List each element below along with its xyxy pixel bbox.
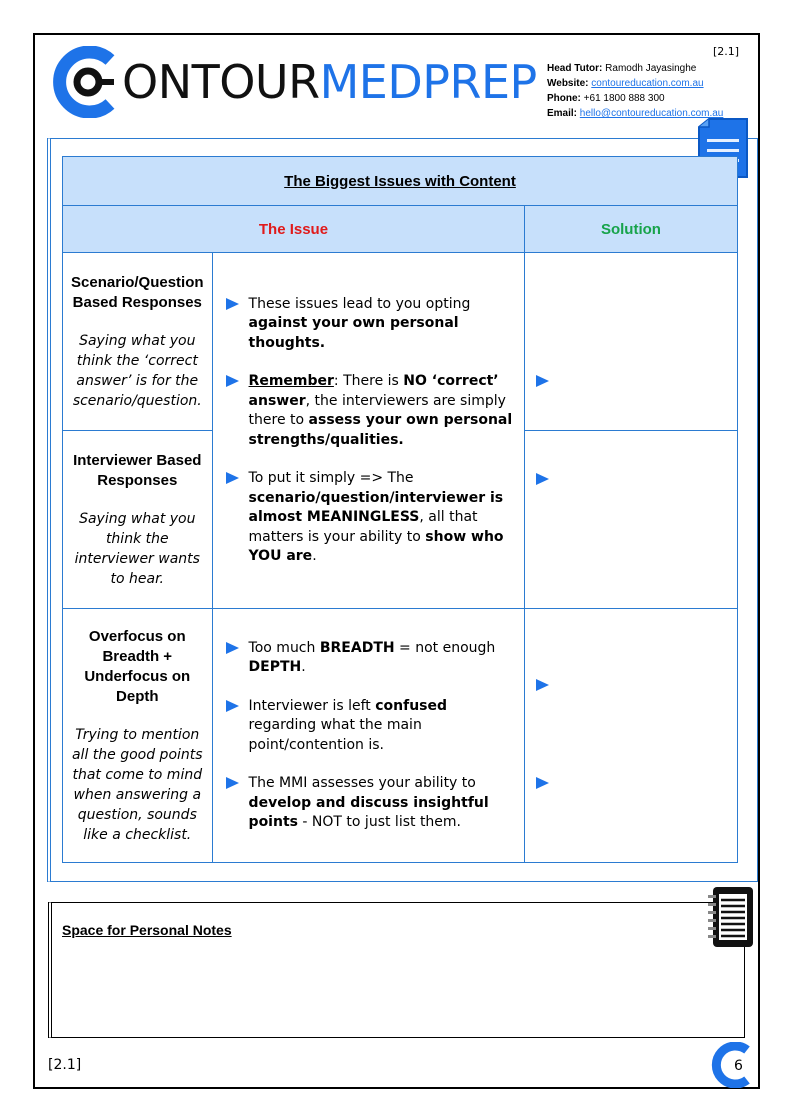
contour-logo-icon [52, 46, 124, 118]
solution-cell[interactable] [524, 431, 737, 609]
list-item [224, 469, 515, 567]
personal-notes-title: Space for Personal Notes [62, 922, 232, 938]
list-item [224, 697, 515, 756]
bullet-text: regarding what the main point/contention is. [248, 717, 422, 753]
issue-category-description: Saying what you think the interviewer wants to hear. [74, 510, 200, 587]
list-item [224, 639, 515, 678]
issues-table [62, 156, 738, 863]
bullet-bold-text: NO ‘correct’ answer [248, 373, 499, 409]
arrow-bullet-icon [536, 473, 549, 485]
arrow-bullet-icon [226, 472, 239, 484]
contour-logo [52, 46, 537, 118]
bullet-text: Interviewer is left [248, 697, 376, 714]
logo-blue-text: MEDPREP [319, 55, 537, 109]
bullet-text: . [312, 548, 317, 564]
bullet-text: Too much [248, 639, 320, 656]
phone-label: Phone: [547, 93, 581, 104]
bullet-bold-text: scenario/question/interviewer is almost MEANINGLESS [248, 489, 504, 525]
bullet-text: = not enough [394, 639, 496, 656]
issue-bullet-list [214, 639, 523, 833]
bullet-bold-text: develop and discuss insightful points [248, 794, 489, 830]
arrow-bullet-icon [226, 700, 239, 712]
bullet-text: To put it simply => The [248, 470, 414, 486]
arrow-bullet-icon [536, 777, 549, 789]
bullet-underlined-text: Remember [248, 373, 334, 389]
arrow-bullet-icon [536, 375, 549, 387]
contour-logo-icon [709, 1042, 755, 1088]
bullet-text: , all that matters is your ability to [248, 509, 478, 545]
issue-category-name: Overfocus on Breadth + Underfocus on Depth [84, 627, 191, 705]
issue-category-description: Saying what you think the ‘correct answer’ is for the scenario/question. [72, 332, 202, 409]
issue-explanation-cell [212, 253, 524, 609]
arrow-bullet-icon [226, 642, 239, 654]
email-label: Email: [547, 108, 578, 119]
issue-explanation-cell [212, 609, 524, 863]
email-link[interactable]: hello@contoureducation.com.au [579, 108, 724, 119]
page-tag-top: [2.1] [713, 45, 740, 58]
bullet-bold-text: against your own personal thoughts. [248, 315, 459, 351]
website-link[interactable]: contoureducation.com.au [591, 78, 704, 89]
page-number: 6 [734, 1058, 743, 1074]
website-label: Website: [547, 78, 589, 89]
notebook-icon [708, 886, 754, 948]
bullet-text: . [301, 659, 306, 675]
issue-category-cell [63, 609, 213, 863]
arrow-bullet-icon [226, 298, 239, 310]
list-item [224, 295, 515, 354]
issue-column-header: The Issue [63, 206, 525, 253]
table-title: The Biggest Issues with Content [63, 157, 738, 206]
logo-wordmark [122, 46, 537, 118]
tutor-label: Head Tutor: [547, 63, 603, 74]
issue-category-name: Scenario/Question Based Responses [71, 273, 204, 311]
tutor-value: Ramodh Jayasinghe [605, 63, 697, 74]
footer-section-tag: [2.1] [48, 1057, 82, 1073]
issue-category-name: Interviewer Based Responses [73, 451, 202, 489]
bullet-bold-text: BREADTH [319, 639, 395, 656]
solution-column-header: Solution [524, 206, 737, 253]
phone-value: +61 1800 888 300 [583, 93, 665, 104]
bullet-text: : There is [333, 373, 404, 389]
arrow-bullet-icon [536, 679, 549, 691]
bullet-text: , the interviewers are simply there to [248, 392, 506, 428]
table-row [63, 253, 738, 431]
solution-cell[interactable] [524, 253, 737, 431]
contact-block [547, 61, 723, 121]
arrow-bullet-icon [226, 777, 239, 789]
list-item [224, 372, 515, 450]
bullet-text: These issues lead to you opting [248, 295, 471, 312]
bullet-text: The MMI assesses your ability to [248, 775, 476, 791]
issue-category-cell [63, 253, 213, 431]
bullet-bold-text: assess your own personal strengths/qualities. [248, 412, 513, 448]
table-row [63, 609, 738, 863]
solution-cell[interactable] [524, 609, 737, 863]
list-item [224, 774, 515, 833]
issue-bullet-list [214, 295, 523, 567]
bullet-bold-text: show who YOU are [248, 528, 504, 564]
bullet-text: - NOT to just list them. [297, 814, 462, 830]
issue-category-cell [63, 431, 213, 609]
bullet-bold-text: confused [375, 697, 448, 714]
logo-dark-text: ONTOUR [122, 55, 320, 109]
issue-category-description: Trying to mention all the good points that come to mind when answering a question, sounds like a checklist. [71, 726, 203, 843]
arrow-bullet-icon [226, 375, 239, 387]
bullet-bold-text: DEPTH [248, 659, 302, 675]
